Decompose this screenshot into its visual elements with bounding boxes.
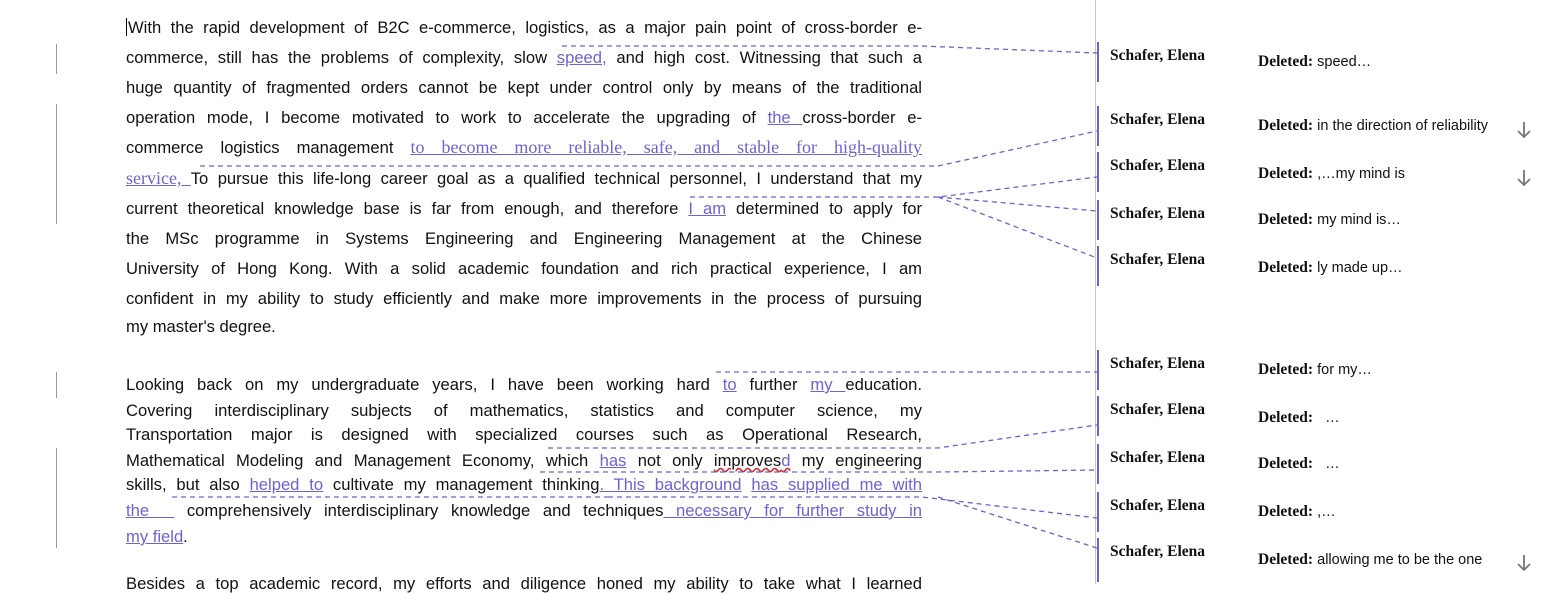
text-line[interactable]: my master's degree. (126, 317, 276, 336)
text-line[interactable]: huge quantity of fragmented orders cannot be kept under control only by means of the traditional (126, 78, 922, 97)
spelling-error[interactable]: improves (713, 451, 782, 470)
deleted-comment[interactable]: Deleted: speed… (1258, 53, 1372, 70)
text-line[interactable]: my field. (126, 527, 188, 546)
text-line[interactable]: operation mode, I become motivated to work to accelerate the upgrading of the cross-border e- (126, 108, 922, 127)
balloon-bar (1097, 152, 1099, 192)
change-bar (56, 372, 57, 398)
change-bar (56, 44, 57, 74)
balloon-bar (1097, 42, 1099, 82)
deleted-comment[interactable]: Deleted: … (1258, 455, 1340, 472)
text-line[interactable]: skills, but also helped to cultivate my management thinking. This background has supplied me with (126, 475, 922, 494)
balloon-bar (1097, 200, 1099, 240)
comment-author: Schafer, Elena (1110, 355, 1206, 372)
text-line[interactable]: Mathematical Modeling and Management Economy, which has not only improvesd my engineering (126, 451, 923, 470)
text-line[interactable]: the comprehensively interdisciplinary knowledge and techniques necessary for further study in (126, 501, 922, 520)
inserted-text[interactable]: to (722, 375, 737, 394)
text-line[interactable]: With the rapid development of B2C e-commerce, logistics, as a major pain point of cross-border e- (128, 18, 922, 37)
balloon-bar (1097, 396, 1099, 436)
text-line[interactable]: the MSc programme in Systems Engineering and Engineering Management at the Chinese (126, 229, 922, 248)
balloon-bar (1097, 538, 1099, 582)
change-bar (56, 104, 57, 224)
inserted-text[interactable]: . This background (599, 475, 742, 494)
deleted-comment[interactable]: Deleted: ly made up… (1258, 259, 1403, 276)
down-arrow-icon[interactable] (1514, 120, 1534, 140)
deleted-comment[interactable]: Deleted: for my… (1258, 361, 1372, 378)
text-line[interactable]: Besides a top academic record, my efforts and diligence honed my ability to take what I learned (126, 574, 922, 593)
comment-author: Schafer, Elena (1110, 497, 1206, 514)
comment-author: Schafer, Elena (1110, 47, 1206, 64)
down-arrow-icon[interactable] (1514, 168, 1534, 188)
text-line[interactable]: service, To pursue this life-long career goal as a qualified technical personnel, I understand that my (126, 168, 923, 188)
text-line[interactable]: Looking back on my undergraduate years, I have been working hard to further my education. (126, 375, 922, 394)
text-line[interactable]: commerce logistics management to become more reliable, safe, and stable for high-quality (126, 137, 922, 157)
down-arrow-icon[interactable] (1514, 553, 1534, 573)
comment-author: Schafer, Elena (1110, 157, 1206, 174)
deleted-comment[interactable]: Deleted: allowing me to be the one (1258, 551, 1483, 568)
inserted-text[interactable]: has (599, 451, 627, 470)
inserted-text[interactable]: my field (126, 527, 184, 546)
balloon-bar (1097, 246, 1099, 286)
inserted-text[interactable]: speed, (556, 48, 607, 67)
deleted-comment[interactable]: Deleted: in the direction of reliability (1258, 117, 1488, 134)
comment-author: Schafer, Elena (1110, 449, 1206, 466)
text-line[interactable]: Transportation major is designed with specialized courses such as Operational Research, (126, 425, 922, 444)
balloon-bar (1097, 350, 1099, 390)
inserted-text[interactable]: I am (688, 199, 727, 218)
deleted-comment[interactable]: Deleted: my mind is… (1258, 211, 1401, 228)
inserted-text[interactable]: the (767, 108, 803, 127)
text-line[interactable]: confident in my ability to study efficiently and make more improvements in the process of pursuing (126, 289, 922, 308)
text-cursor (126, 18, 127, 36)
comment-author: Schafer, Elena (1110, 111, 1206, 128)
inserted-text[interactable]: my (810, 375, 846, 394)
text-line[interactable]: commerce, still has the problems of complexity, slow speed, and high cost. Witnessing that such a (126, 48, 922, 67)
comment-author: Schafer, Elena (1110, 251, 1206, 268)
text-line[interactable]: current theoretical knowledge base is far from enough, and therefore I am determined to apply for (126, 199, 922, 218)
balloon-bar (1097, 492, 1099, 532)
inserted-text[interactable]: necessary for further study in (663, 501, 922, 520)
comment-author: Schafer, Elena (1110, 543, 1206, 560)
text-line[interactable]: Covering interdisciplinary subjects of mathematics, statistics and computer science, my (126, 401, 922, 420)
text-line[interactable]: University of Hong Kong. With a solid academic foundation and rich practical experience, I am (126, 259, 922, 278)
inserted-text[interactable]: helped to (249, 475, 324, 494)
inserted-text[interactable]: has supplied me with (751, 475, 922, 494)
change-bar (56, 448, 57, 548)
deleted-comment[interactable]: Deleted: ,… (1258, 503, 1336, 520)
inserted-text[interactable]: to become more reliable, safe, and stable for high-quality (410, 137, 922, 157)
inserted-text[interactable]: the (126, 501, 175, 520)
deleted-comment[interactable]: Deleted: … (1258, 409, 1340, 426)
inserted-text[interactable]: d (781, 451, 791, 470)
comment-author: Schafer, Elena (1110, 205, 1206, 222)
balloon-bar (1097, 106, 1099, 146)
balloon-bar (1097, 444, 1099, 484)
inserted-text[interactable]: service, (126, 168, 191, 188)
deleted-comment[interactable]: Deleted: ,…my mind is (1258, 165, 1405, 182)
comment-author: Schafer, Elena (1110, 401, 1206, 418)
